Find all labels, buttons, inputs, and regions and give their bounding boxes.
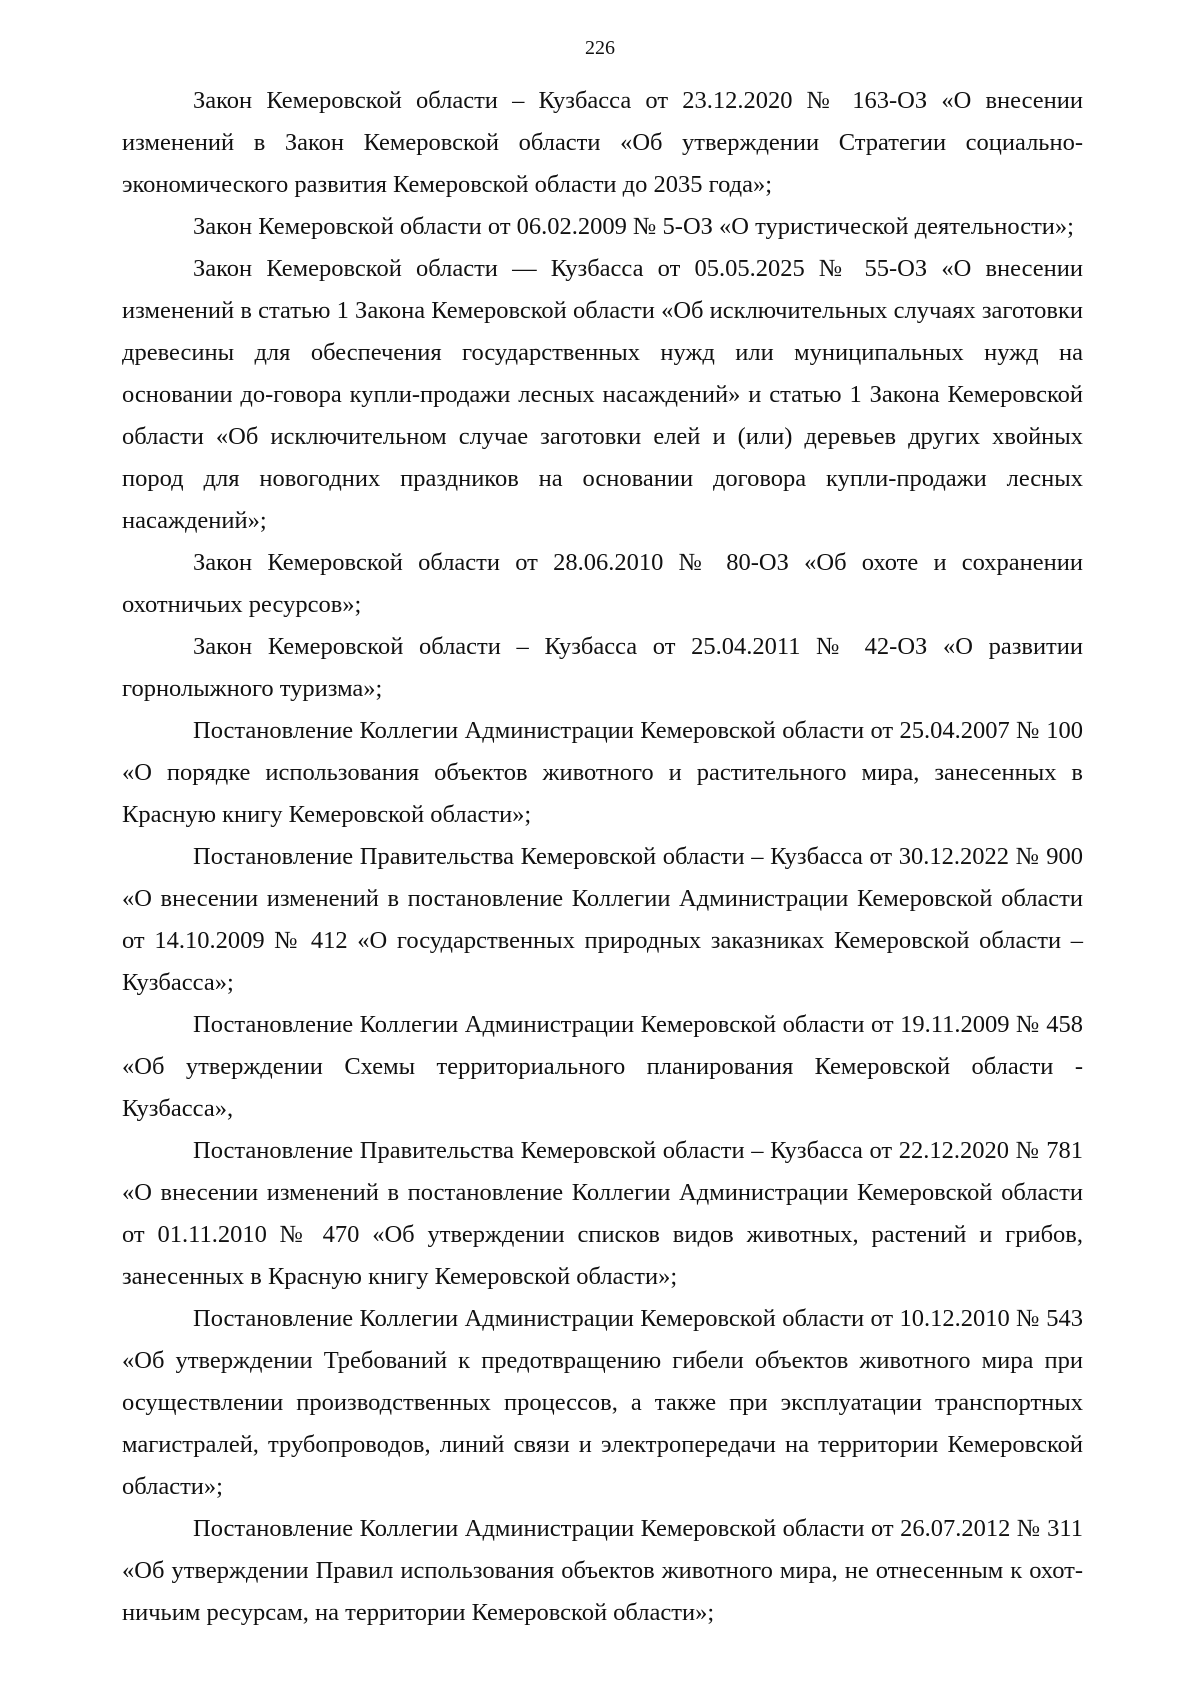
paragraph-resolution-100: Постановление Коллегии Администрации Кемеровской области от 25.04.2007 № 100 «О порядке использования объектов животного и растительного мира, занесенных в Красную книгу Кемеровской области»; bbox=[122, 717, 1083, 828]
paragraph-resolution-458: Постановление Коллегии Администрации Кемеровской области от 19.11.2009 № 458 «Об утверждении Схемы территориального планирования Кемеровской области - Кузбасса», bbox=[122, 1011, 1083, 1122]
paragraph-resolution-311: Постановление Коллегии Администрации Кемеровской области от 26.07.2012 № 311 «Об утверждении Правил использования объектов животного мира, не отнесенным к охот-ничьим ресурсам, на территории Кемеровской области»; bbox=[122, 1515, 1083, 1626]
paragraph-law-80-oz: Закон Кемеровской области от 28.06.2010 № 80-ОЗ «Об охоте и сохранении охотничьих ресурсов»; bbox=[122, 549, 1083, 618]
paragraph-law-55-oz: Закон Кемеровской области — Кузбасса от 05.05.2025 № 55-ОЗ «О внесении изменений в статью 1 Закона Кемеровской области «Об исключительных случаях заготовки древесины для обеспечения государственных нужд или муниципальных нужд на основании до-говора купли-продажи лесных насаждений» и статью 1 Закона Кемеровской области «Об исключительном случае заготовки елей и (или) деревьев других хвойных пород для новогодних праздников на основании договора купли-продажи лесных насаждений»; bbox=[122, 255, 1083, 534]
paragraph-resolution-781: Постановление Правительства Кемеровской области – Кузбасса от 22.12.2020 № 781 «О внесении изменений в постановление Коллегии Администрации Кемеровской области от 01.11.2010 № 470 «Об утверждении списков видов животных, растений и грибов, занесенных в Красную книгу Кемеровской области»; bbox=[122, 1137, 1083, 1290]
paragraph-law-5-oz: Закон Кемеровской области от 06.02.2009 № 5-ОЗ «О туристической деятельности»; bbox=[193, 213, 1074, 240]
page-number: 226 bbox=[585, 37, 615, 59]
paragraph-resolution-543: Постановление Коллегии Администрации Кемеровской области от 10.12.2010 № 543 «Об утверждении Требований к предотвращению гибели объектов животного мира при осуществлении производственных процессов, а также при эксплуатации транспортных магистралей, трубопроводов, линий связи и электропередачи на территории Кемеровской области»; bbox=[122, 1305, 1083, 1500]
paragraph-law-42-oz: Закон Кемеровской области – Кузбасса от 25.04.2011 № 42-ОЗ «О развитии горнолыжного туризма»; bbox=[122, 633, 1083, 702]
paragraph-resolution-900: Постановление Правительства Кемеровской области – Кузбасса от 30.12.2022 № 900 «О внесении изменений в постановление Коллегии Администрации Кемеровской области от 14.10.2009 № 412 «О государственных природных заказниках Кемеровской области – Кузбасса»; bbox=[122, 843, 1083, 996]
paragraph-law-163-oz: Закон Кемеровской области – Кузбасса от 23.12.2020 № 163-ОЗ «О внесении изменений в Закон Кемеровской области «Об утверждении Стратегии социально-экономического развития Кемеровской области до 2035 года»; bbox=[122, 87, 1083, 198]
document-body bbox=[122, 80, 1083, 1634]
